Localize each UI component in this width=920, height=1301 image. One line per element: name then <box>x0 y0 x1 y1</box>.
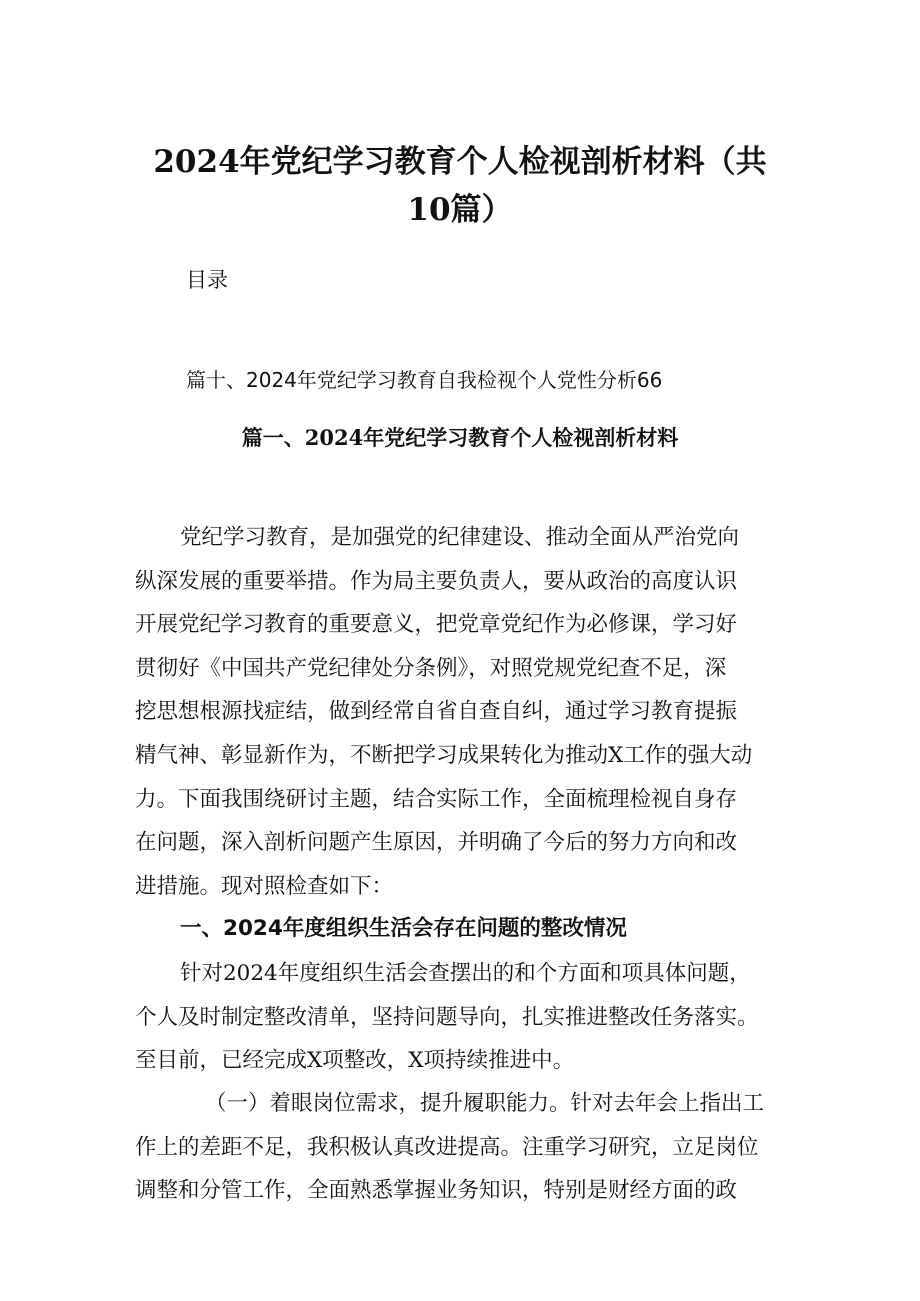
paragraph-line: 力。下面我围绕研讨主题，结合实际工作，全面梳理检视自身存 <box>135 786 738 812</box>
paragraph-line: 针对2024年度组织生活会查摆出的和个方面和项具体问题， <box>180 961 751 986</box>
paragraph-line: 精气神、彰显新作为，不断把学习成果转化为推动X工作的强大动 <box>135 742 753 768</box>
paragraph-line: 进措施。现对照检查如下： <box>135 873 394 899</box>
paragraph-line: 调整和分管工作，全面熟悉掌握业务知识，特别是财经方面的政 <box>135 1178 738 1204</box>
toc-entry: 篇十、2024年党纪学习教育自我检视个人党性分析66 <box>186 368 663 392</box>
paragraph-line: 个人及时制定整改清单，坚持问题导向，扎实推进整改任务落实。 <box>135 1004 759 1030</box>
paragraph-subsection-1 <box>135 1082 795 1213</box>
paragraph-line: 挖思想根源找症结，做到经常自省自查自纠，通过学习教育提振 <box>135 699 738 725</box>
paragraph-line: 党纪学习教育，是加强党的纪律建设、推动全面从严治党向 <box>180 525 740 550</box>
section-heading-1: 一、2024年度组织生活会存在问题的整改情况 <box>180 916 627 941</box>
paragraph-line: 纵深发展的重要举措。作为局主要负责人，要从政治的高度认识 <box>135 568 738 594</box>
paragraph-line: 贯彻好《中国共产党纪律处分条例》，对照党规党纪查不足，深 <box>135 655 727 681</box>
paragraph-line: 开展党纪学习教育的重要意义，把党章党纪作为必修课，学习好 <box>135 612 738 638</box>
paragraph-rectification <box>135 952 795 1083</box>
title-line-2: 10篇） <box>407 192 513 228</box>
document-title <box>130 138 790 234</box>
toc-label: 目录 <box>186 268 228 292</box>
paragraph-line: 至目前，已经完成X项整改，X项持续推进中。 <box>135 1048 575 1074</box>
paragraph-line: （一）着眼岗位需求，提升履职能力。针对去年会上指出工 <box>205 1091 765 1116</box>
section-title: 篇一、2024年党纪学习教育个人检视剖析材料 <box>241 425 679 450</box>
paragraph-line: 在问题，深入剖析问题产生原因，并明确了今后的努力方向和改 <box>135 830 738 856</box>
title-line-1: 2024年党纪学习教育个人检视剖析材料（共 <box>153 144 767 180</box>
paragraph-line: 作上的差距不足，我积极认真改进提高。注重学习研究，立足岗位 <box>135 1134 759 1160</box>
paragraph-intro <box>135 516 795 908</box>
